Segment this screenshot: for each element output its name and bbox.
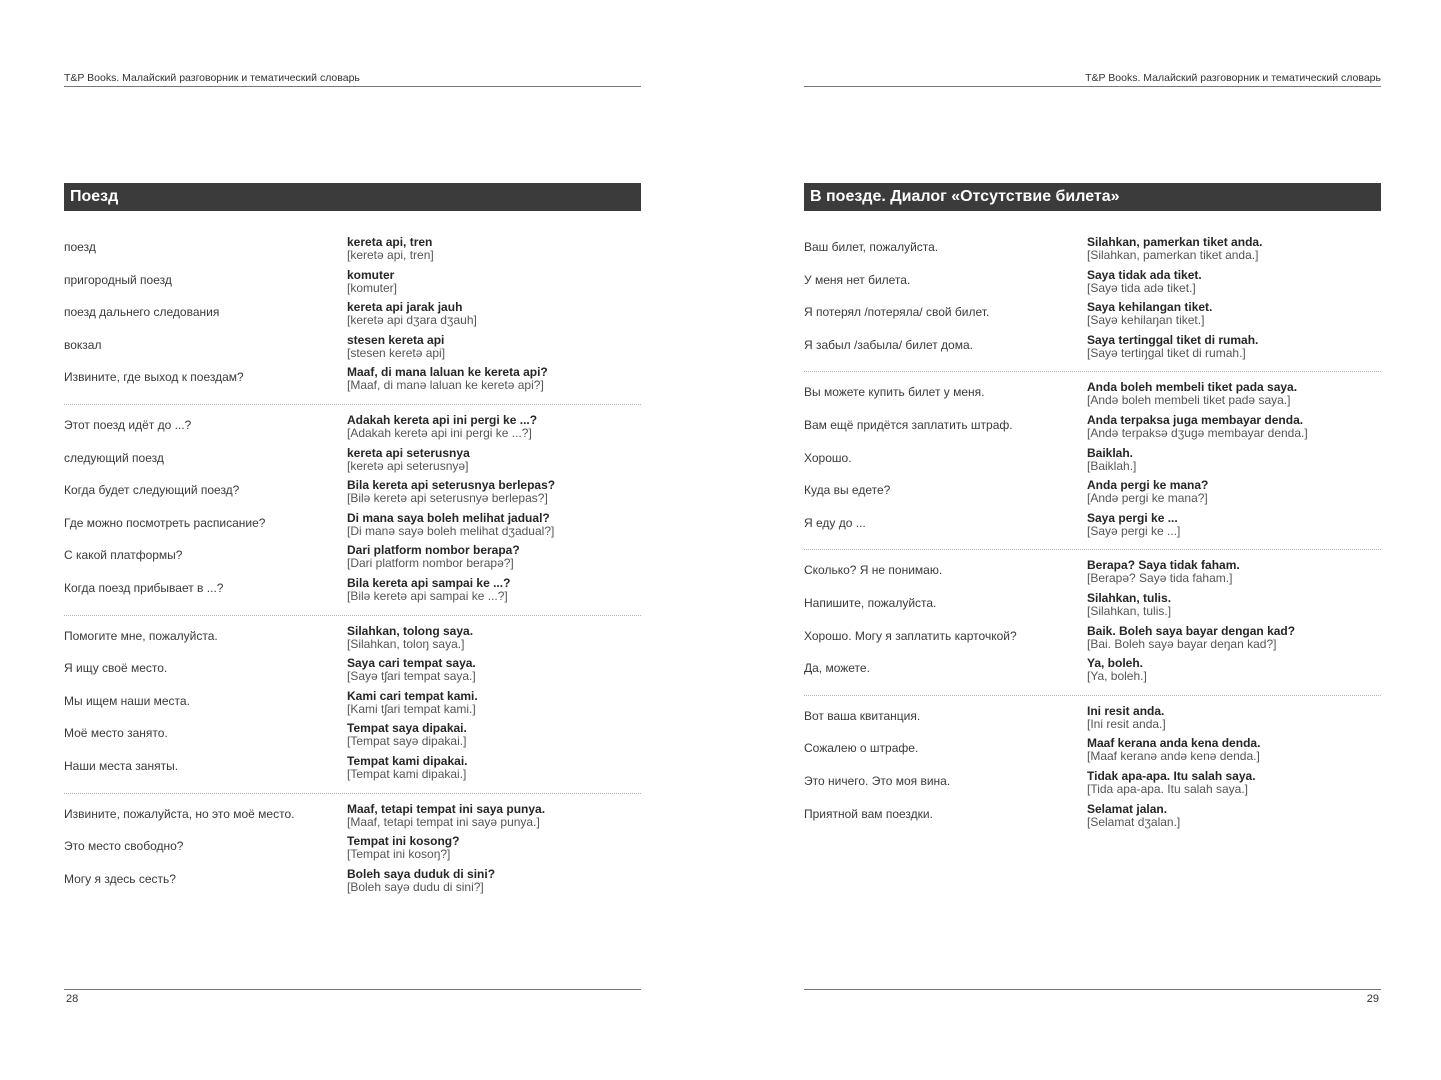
malay-phrase: Ya, boleh. xyxy=(1087,656,1144,671)
russian-phrase: следующий поезд xyxy=(64,450,164,465)
malay-translation xyxy=(347,577,641,610)
malay-phrase: kereta api seterusnya xyxy=(347,445,470,460)
pronunciation: [komuter] xyxy=(347,280,398,295)
phrase-entry xyxy=(64,803,641,836)
page-number: 29 xyxy=(1366,993,1379,1005)
phrase-entry xyxy=(804,770,1381,803)
pronunciation: [Sayə tʃari tempat saya.] xyxy=(347,669,476,684)
malay-phrase: Silahkan, tulis. xyxy=(1087,590,1172,605)
malay-translation xyxy=(347,301,641,334)
malay-translation xyxy=(1087,705,1381,738)
phrase-entry xyxy=(804,269,1381,302)
malay-translation xyxy=(1087,334,1381,367)
pronunciation: [Sayə tida adə tiket.] xyxy=(1087,280,1196,295)
phrase-group xyxy=(804,705,1381,840)
pronunciation: [Ini resit anda.] xyxy=(1087,716,1166,731)
malay-translation xyxy=(1087,301,1381,334)
left-page xyxy=(64,0,641,1080)
malay-translation xyxy=(1087,770,1381,803)
malay-translation xyxy=(347,868,641,901)
pronunciation: [Bai. Boleh sayə bayar deŋan kad?] xyxy=(1087,636,1277,651)
russian-phrase: С какой платформы? xyxy=(64,548,183,563)
malay-phrase: Berapa? Saya tidak faham. xyxy=(1087,558,1240,573)
phrase-entry xyxy=(804,414,1381,447)
malay-phrase: Saya tidak ada tiket. xyxy=(1087,267,1202,282)
pronunciation: [Maaf, di manə laluan ke keretə api?] xyxy=(347,378,544,393)
pronunciation: [Kami tʃari tempat kami.] xyxy=(347,701,476,716)
phrase-list xyxy=(64,236,641,914)
pronunciation: [Maaf keranə andə kenə denda.] xyxy=(1087,749,1260,764)
pronunciation: [Maaf, tetapi tempat ini sayə punya.] xyxy=(347,814,540,829)
pronunciation: [Sayə tertiŋgal tiket di rumah.] xyxy=(1087,345,1246,360)
malay-phrase: Maaf kerana anda kena denda. xyxy=(1087,736,1261,751)
pronunciation: [Andə terpaksə dʒugə membayar denda.] xyxy=(1087,425,1308,440)
malay-translation xyxy=(347,447,641,480)
phrase-entry xyxy=(64,755,641,788)
malay-translation xyxy=(347,366,641,399)
malay-phrase: kereta api, tren xyxy=(347,235,433,249)
pronunciation: [Di manə sayə boleh melihat dʒadual?] xyxy=(347,523,555,538)
russian-phrase: Этот поезд идёт до ...? xyxy=(64,417,192,432)
malay-phrase: Ini resit anda. xyxy=(1087,703,1165,718)
russian-phrase: Это ничего. Это моя вина. xyxy=(804,773,951,788)
phrase-entry xyxy=(64,577,641,610)
russian-phrase: Помогите мне, пожалуйста. xyxy=(64,628,218,643)
russian-phrase: Сожалею о штрафе. xyxy=(804,741,919,756)
malay-translation xyxy=(1087,447,1381,480)
malay-translation xyxy=(1087,414,1381,447)
phrase-entry xyxy=(64,657,641,690)
malay-phrase: Anda boleh membeli tiket pada saya. xyxy=(1087,380,1298,395)
phrase-entry xyxy=(804,236,1381,269)
russian-phrase: Могу я здесь сесть? xyxy=(64,871,176,886)
malay-phrase: Saya kehilangan tiket. xyxy=(1087,300,1213,315)
phrase-entry xyxy=(64,334,641,367)
pronunciation: [Tempat sayə dipakai.] xyxy=(347,734,467,749)
pronunciation: [Sayə kehilaŋan tiket.] xyxy=(1087,313,1205,328)
pronunciation: [Selamat dʒalan.] xyxy=(1087,814,1181,829)
malay-translation xyxy=(347,722,641,755)
malay-phrase: Saya pergi ke ... xyxy=(1087,510,1178,525)
malay-translation xyxy=(347,803,641,836)
malay-phrase: Saya tertinggal tiket di rumah. xyxy=(1087,332,1259,347)
phrase-group xyxy=(804,381,1381,550)
russian-phrase: Мы ищем наши места. xyxy=(64,693,190,708)
malay-phrase: Saya cari tempat saya. xyxy=(347,656,476,671)
pronunciation: [keretə api dʒara dʒauh] xyxy=(347,313,477,328)
malay-translation xyxy=(347,690,641,723)
pronunciation: [Bilə keretə api sampai ke ...?] xyxy=(347,588,508,603)
malay-phrase: Selamat jalan. xyxy=(1087,801,1168,816)
running-head: T&P Books. Малайский разговорник и тематический словарь xyxy=(804,72,1381,87)
pronunciation: [Adakah keretə api ini pergi ke ...?] xyxy=(347,425,532,440)
phrase-group xyxy=(64,236,641,405)
phrase-entry xyxy=(804,447,1381,480)
malay-phrase: Anda terpaksa juga membayar denda. xyxy=(1087,412,1304,427)
russian-phrase: Извините, где выход к поездам? xyxy=(64,370,244,385)
phrase-entry xyxy=(804,705,1381,738)
pronunciation: [Tempat kami dipakai.] xyxy=(347,766,467,781)
malay-translation xyxy=(1087,479,1381,512)
phrase-group xyxy=(64,803,641,906)
malay-translation xyxy=(1087,657,1381,690)
malay-phrase: Silahkan, pamerkan tiket anda. xyxy=(1087,235,1263,249)
phrase-entry xyxy=(804,737,1381,770)
russian-phrase: Да, можете. xyxy=(804,661,870,676)
phrase-entry xyxy=(804,803,1381,836)
pronunciation: [Tida apa-apa. Itu salah saya.] xyxy=(1087,781,1248,796)
russian-phrase: Сколько? Я не понимаю. xyxy=(804,563,943,578)
malay-phrase: Maaf, di mana laluan ke kereta api? xyxy=(347,365,548,380)
phrase-entry xyxy=(804,334,1381,367)
pronunciation: [Bilə keretə api seterusnyə berlepas?] xyxy=(347,491,548,506)
russian-phrase: Я ищу своё место. xyxy=(64,661,168,676)
section-title: Поезд xyxy=(64,183,641,211)
running-head: T&P Books. Малайский разговорник и тематический словарь xyxy=(64,72,641,87)
malay-translation xyxy=(347,755,641,788)
malay-translation xyxy=(347,414,641,447)
malay-translation xyxy=(1087,381,1381,414)
pronunciation: [Silahkan, pamerkan tiket anda.] xyxy=(1087,248,1259,262)
pronunciation: [Dari platform nombor berapə?] xyxy=(347,556,514,571)
phrase-entry xyxy=(64,868,641,901)
malay-phrase: stesen kereta api xyxy=(347,332,445,347)
pronunciation: [Ya, boleh.] xyxy=(1087,669,1147,684)
phrase-entry xyxy=(64,479,641,512)
malay-translation xyxy=(347,479,641,512)
malay-phrase: Silahkan, tolong saya. xyxy=(347,623,474,638)
phrase-group xyxy=(64,414,641,616)
russian-phrase: Вот ваша квитанция. xyxy=(804,708,921,723)
malay-phrase: Maaf, tetapi tempat ini saya punya. xyxy=(347,801,546,816)
malay-translation xyxy=(1087,592,1381,625)
right-page xyxy=(804,0,1381,1080)
russian-phrase: Я еду до ... xyxy=(804,515,866,530)
pronunciation: [keretə api seterusnyə] xyxy=(347,458,469,473)
russian-phrase: Вы можете купить билет у меня. xyxy=(804,385,985,400)
phrase-entry xyxy=(64,690,641,723)
section-title: В поезде. Диалог «Отсутствие билета» xyxy=(804,183,1381,211)
russian-phrase: Хорошо. Могу я заплатить карточкой? xyxy=(804,628,1017,643)
malay-translation xyxy=(1087,269,1381,302)
pronunciation: [Andə pergi ke mana?] xyxy=(1087,491,1208,506)
phrase-entry xyxy=(804,381,1381,414)
footer-rule xyxy=(64,989,641,990)
malay-phrase: Tidak apa-apa. Itu salah saya. xyxy=(1087,768,1256,783)
russian-phrase: поезд xyxy=(64,240,96,254)
malay-translation xyxy=(1087,625,1381,658)
russian-phrase: Это место свободно? xyxy=(64,839,184,854)
malay-phrase: Tempat ini kosong? xyxy=(347,834,460,849)
phrase-entry xyxy=(64,625,641,658)
footer-rule xyxy=(804,989,1381,990)
pronunciation: [stesen keretə api] xyxy=(347,345,446,360)
pronunciation: [Boleh sayə dudu di sini?] xyxy=(347,879,484,894)
pronunciation: [Silahkan, tulis.] xyxy=(1087,603,1172,618)
phrase-entry xyxy=(804,625,1381,658)
phrase-group xyxy=(64,625,641,794)
russian-phrase: Когда будет следующий поезд? xyxy=(64,483,240,498)
russian-phrase: У меня нет билета. xyxy=(804,272,911,287)
phrase-entry xyxy=(804,479,1381,512)
russian-phrase: Ваш билет, пожалуйста. xyxy=(804,240,939,254)
malay-translation xyxy=(1087,559,1381,592)
malay-translation xyxy=(347,835,641,868)
russian-phrase: Когда поезд прибывает в ...? xyxy=(64,580,224,595)
malay-phrase: Di mana saya boleh melihat jadual? xyxy=(347,510,550,525)
malay-phrase: kereta api jarak jauh xyxy=(347,300,463,315)
malay-phrase: Bila kereta api seterusnya berlepas? xyxy=(347,478,556,493)
russian-phrase: Где можно посмотреть расписание? xyxy=(64,515,266,530)
malay-translation xyxy=(347,236,641,269)
malay-translation xyxy=(347,625,641,658)
malay-phrase: Kami cari tempat kami. xyxy=(347,688,478,703)
malay-translation xyxy=(347,512,641,545)
phrase-entry xyxy=(64,512,641,545)
russian-phrase: Хорошо. xyxy=(804,450,852,465)
russian-phrase: пригородный поезд xyxy=(64,272,172,287)
malay-translation xyxy=(1087,737,1381,770)
russian-phrase: Куда вы едете? xyxy=(804,483,891,498)
phrase-entry xyxy=(804,657,1381,690)
phrase-entry xyxy=(804,512,1381,545)
malay-translation xyxy=(1087,803,1381,836)
malay-translation xyxy=(1087,512,1381,545)
malay-phrase: Tempat kami dipakai. xyxy=(347,753,468,768)
malay-phrase: Baiklah. xyxy=(1087,445,1134,460)
phrase-entry xyxy=(64,366,641,399)
russian-phrase: Вам ещё придётся заплатить штраф. xyxy=(804,417,1013,432)
page-number: 28 xyxy=(66,993,79,1005)
phrase-entry xyxy=(804,559,1381,592)
malay-phrase: Boleh saya duduk di sini? xyxy=(347,866,496,881)
phrase-group xyxy=(804,236,1381,372)
pronunciation: [Baiklah.] xyxy=(1087,458,1137,473)
malay-phrase: Baik. Boleh saya bayar dengan kad? xyxy=(1087,623,1296,638)
russian-phrase: вокзал xyxy=(64,337,102,352)
pronunciation: [Silahkan, toloŋ saya.] xyxy=(347,636,465,651)
pronunciation: [Berapə? Sayə tida faham.] xyxy=(1087,571,1233,586)
russian-phrase: Я потерял /потеряла/ свой билет. xyxy=(804,305,990,320)
malay-phrase: Adakah kereta api ini pergi ke ...? xyxy=(347,412,538,427)
russian-phrase: Наши места заняты. xyxy=(64,758,179,773)
phrase-entry xyxy=(64,544,641,577)
phrase-entry xyxy=(64,236,641,269)
phrase-entry xyxy=(804,301,1381,334)
malay-translation xyxy=(347,657,641,690)
russian-phrase: Приятной вам поездки. xyxy=(804,806,933,821)
malay-phrase: Bila kereta api sampai ke ...? xyxy=(347,575,511,590)
malay-translation xyxy=(1087,236,1381,269)
pronunciation: [Sayə pergi ke ...] xyxy=(1087,523,1181,538)
phrase-list xyxy=(804,236,1381,849)
pronunciation: [keretə api, tren] xyxy=(347,248,434,262)
phrase-entry xyxy=(64,447,641,480)
phrase-entry xyxy=(64,301,641,334)
malay-phrase: Dari platform nombor berapa? xyxy=(347,543,520,558)
phrase-entry xyxy=(64,269,641,302)
russian-phrase: поезд дальнего следования xyxy=(64,305,220,320)
malay-phrase: Tempat saya dipakai. xyxy=(347,721,467,736)
phrase-entry xyxy=(64,414,641,447)
malay-phrase: komuter xyxy=(347,267,395,282)
phrase-entry xyxy=(64,722,641,755)
russian-phrase: Я забыл /забыла/ билет дома. xyxy=(804,337,973,352)
malay-phrase: Anda pergi ke mana? xyxy=(1087,478,1209,493)
phrase-entry xyxy=(804,592,1381,625)
russian-phrase: Извините, пожалуйста, но это моё место. xyxy=(64,806,295,821)
malay-translation xyxy=(347,544,641,577)
russian-phrase: Напишите, пожалуйста. xyxy=(804,595,937,610)
malay-translation xyxy=(347,269,641,302)
malay-translation xyxy=(347,334,641,367)
phrase-group xyxy=(804,559,1381,695)
phrase-entry xyxy=(64,835,641,868)
pronunciation: [Tempat ini kosoŋ?] xyxy=(347,847,451,862)
pronunciation: [Andə boleh membeli tiket padə saya.] xyxy=(1087,393,1291,408)
russian-phrase: Моё место занято. xyxy=(64,726,168,741)
